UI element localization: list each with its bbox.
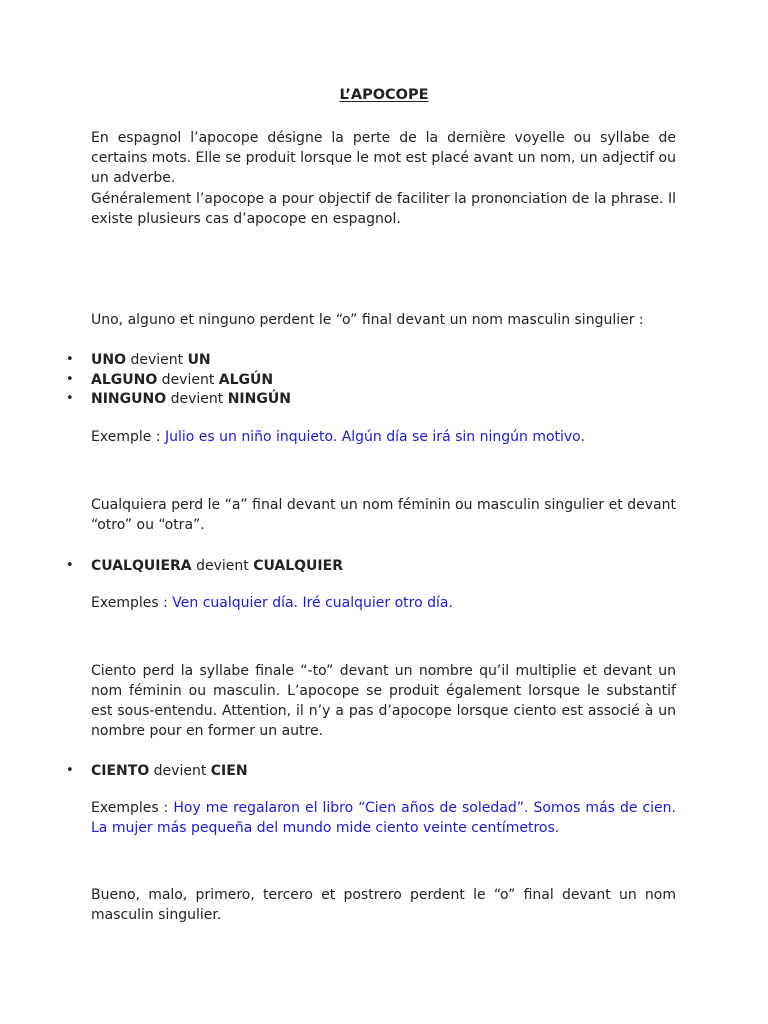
word-devient: devient bbox=[157, 372, 219, 388]
intro-paragraph-1: En espagnol l’apocope désigne la perte de la dernière voyelle ou syllabe de certains mots. Elle se produit lorsque le mot est placé avant un nom, un adjectif ou un adverbe. bbox=[91, 130, 676, 186]
bullet-uno bbox=[91, 350, 676, 370]
word-to: ALGÚN bbox=[218, 372, 274, 388]
ciento-rule-paragraph: Ciento perd la syllabe finale “-to” devant un nombre qu’il multiplie et devant un nom féminin ou masculin. L’apocope se produit également lorsque le substantif est sous-entendu. Attention, il n’y a pas d’apocope lorsque ciento est associé à un nombre pour en former un autre. bbox=[91, 663, 676, 739]
word-from: CIENTO bbox=[91, 763, 150, 779]
example-label: Exemple : bbox=[91, 429, 165, 445]
intro-paragraph-2: Généralement l’apocope a pour objectif de faciliter la prononciation de la phrase. Il existe plusieurs cas d’apocope en espagnol. bbox=[91, 191, 676, 227]
word-to: CUALQUIER bbox=[253, 558, 343, 574]
example-uno bbox=[91, 427, 676, 447]
example-ciento bbox=[91, 798, 676, 838]
bullet-ninguno bbox=[91, 389, 676, 409]
word-from: CUALQUIERA bbox=[91, 558, 192, 574]
cualquiera-rule-paragraph: Cualquiera perd le “a” final devant un nom féminin ou masculin singulier et devant “otro” ou “otra”. bbox=[91, 497, 676, 533]
word-devient: devient bbox=[191, 558, 254, 574]
word-devient: devient bbox=[149, 763, 211, 779]
word-from: ALGUNO bbox=[91, 372, 158, 388]
bullet-ciento bbox=[91, 761, 676, 781]
example-cualquiera bbox=[91, 593, 676, 613]
example-label: Exemples : bbox=[91, 800, 174, 816]
word-from: UNO bbox=[91, 352, 126, 368]
word-devient: devient bbox=[126, 352, 188, 368]
bullet-cualquiera bbox=[91, 556, 676, 576]
bueno-rule-paragraph: Bueno, malo, primero, tercero et postrero perdent le “o” final devant un nom masculin singulier. bbox=[91, 887, 676, 923]
bullet-alguno bbox=[91, 370, 676, 390]
example-label: Exemples : bbox=[91, 595, 173, 611]
word-to: UN bbox=[187, 352, 211, 368]
word-from: NINGUNO bbox=[91, 391, 167, 407]
page-title: L’APOCOPE bbox=[339, 87, 429, 103]
example-sentence: Hoy me regalaron el libro “Cien años de soledad”. Somos más de cien. La mujer más pequeña del mundo mide ciento veinte centímetros. bbox=[91, 800, 676, 836]
example-sentence: Ven cualquier día. Iré cualquier otro día. bbox=[172, 595, 453, 611]
word-to: NINGÚN bbox=[227, 391, 291, 407]
example-sentence: Julio es un niño inquieto. Algún día se irá sin ningún motivo. bbox=[164, 429, 585, 445]
word-devient: devient bbox=[166, 391, 228, 407]
word-to: CIEN bbox=[210, 763, 248, 779]
uno-rule-paragraph: Uno, alguno et ninguno perdent le “o” final devant un nom masculin singulier : bbox=[91, 312, 644, 328]
